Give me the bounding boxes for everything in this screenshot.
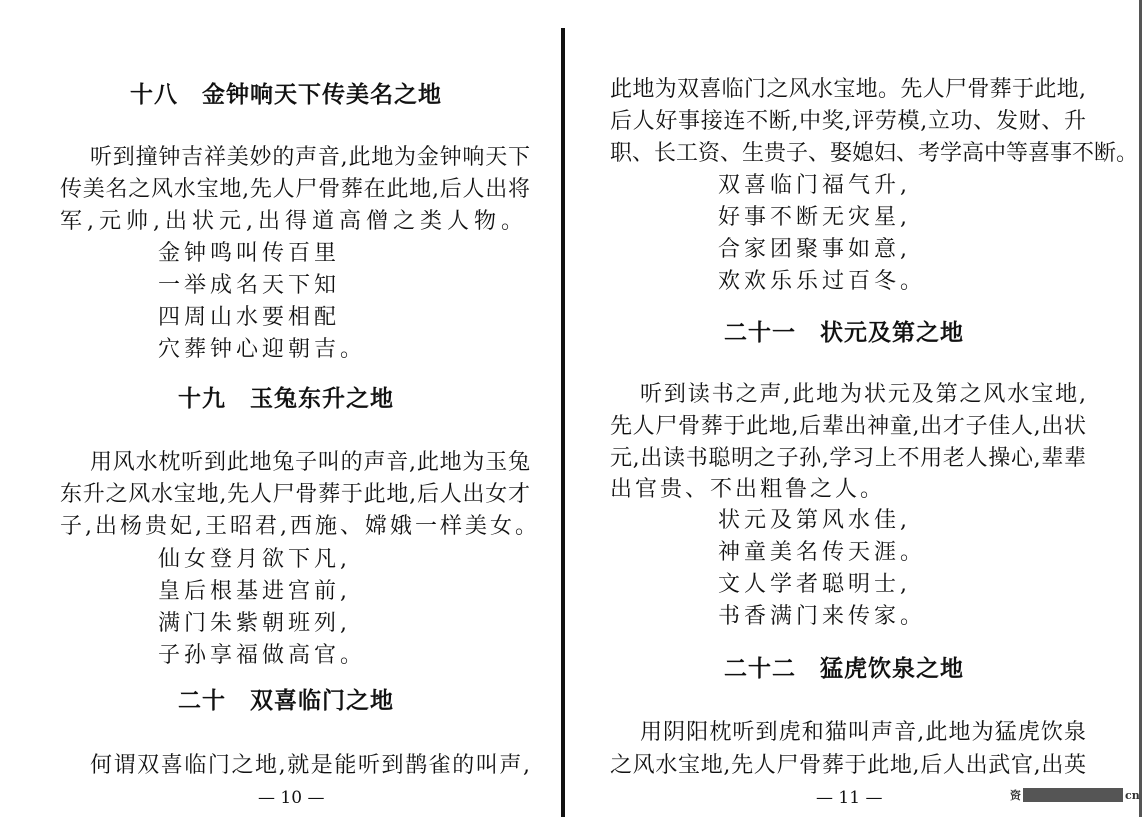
paragraph-line: 东升之风水宝地,先人尸骨葬于此地,后人出女才 [60,482,530,507]
poem-line: 合家团聚事如意, [718,237,911,262]
section-heading-19: 十九 玉兔东升之地 [178,385,394,412]
section-heading-20: 二十 双喜临门之地 [178,687,394,714]
poem-line: 一举成名天下知 [158,273,341,298]
paragraph-line: 用风水枕听到此地兔子叫的声音,此地为玉兔 [90,450,530,475]
poem-line: 书香满门来传家。 [718,604,927,629]
page-number: — 11 — [816,788,883,808]
paragraph-line: 后人好事接连不断,中奖,评劳模,立功、发财、升 [610,109,1086,134]
section-heading-22: 二十二 猛虎饮泉之地 [724,655,964,682]
watermark-prefix: 资 [1010,789,1021,802]
paragraph-line: 何谓双喜临门之地,就是能听到鹊雀的叫声, [90,753,530,778]
paragraph-line: 军,元帅,出状元,出得道高僧之类人物。 [60,209,528,234]
paragraph-line: 用阴阳枕听到虎和猫叫声音,此地为猛虎饮泉 [640,720,1086,745]
paragraph-line: 听到撞钟吉祥美妙的声音,此地为金钟响天下 [90,145,530,170]
paragraph-line: 出官贵、不出粗鲁之人。 [610,477,886,502]
poem-line: 满门朱紫朝班列, [158,611,351,636]
page-edge [1139,0,1142,817]
poem-line: 穴葬钟心迎朝吉。 [158,337,367,362]
poem-line: 状元及第风水佳, [718,508,911,533]
poem-line: 文人学者聪明士, [718,572,911,597]
watermark-redaction-bar [1023,788,1123,802]
paragraph-line: 听到读书之声,此地为状元及第之风水宝地, [640,382,1086,407]
paragraph-line: 此地为双喜临门之风水宝地。先人尸骨葬于此地, [610,77,1086,102]
poem-line: 皇后根基进宫前, [158,579,351,604]
paragraph-line: 职、长工资、生贵子、娶媳妇、考学高中等喜事不断。 [610,141,1139,166]
watermark-suffix: cn [1125,788,1140,802]
paragraph-line: 之风水宝地,先人尸骨葬于此地,后人出武官,出英 [610,753,1086,778]
watermark [1010,787,1140,803]
paragraph-line: 元,出读书聪明之子孙,学习上不用老人操心,辈辈 [610,446,1086,471]
book-spine [561,28,565,817]
section-heading-21: 二十一 状元及第之地 [724,319,964,346]
paragraph-line: 传美名之风水宝地,先人尸骨葬在此地,后人出将 [60,177,530,202]
poem-line: 神童美名传天涯。 [718,540,927,565]
paragraph-line: 先人尸骨葬于此地,后辈出神童,出才子佳人,出状 [610,414,1086,439]
poem-line: 双喜临门福气升, [718,173,911,198]
section-heading-18: 十八 金钟响天下传美名之地 [130,81,442,108]
poem-line: 金钟鸣叫传百里 [158,241,341,266]
poem-line: 子孙享福做高官。 [158,643,367,668]
poem-line: 四周山水要相配 [158,305,341,330]
page-number: — 10 — [258,788,325,808]
poem-line: 欢欢乐乐过百冬。 [718,269,927,294]
poem-line: 好事不断无灾星, [718,205,911,230]
paragraph-line: 子,出杨贵妃,王昭君,西施、嫦娥一样美女。 [60,514,540,539]
poem-line: 仙女登月欲下凡, [158,547,351,572]
